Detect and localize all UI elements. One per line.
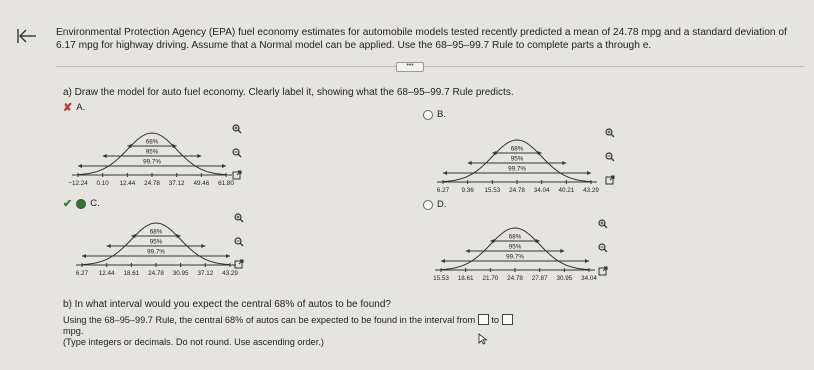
- incorrect-icon: ✘: [63, 102, 73, 114]
- tick-label: 61.80: [218, 180, 234, 187]
- arrowhead: [587, 171, 591, 175]
- option-a[interactable]: [63, 101, 85, 114]
- tick-label: 15.53: [484, 187, 501, 194]
- percent-label: 95%: [149, 238, 163, 246]
- tick-label: 43.29: [222, 270, 238, 277]
- percent-label: 95%: [508, 243, 522, 251]
- arrowhead: [468, 161, 472, 165]
- percent-label: 68%: [510, 145, 524, 153]
- option-c-radio[interactable]: [76, 199, 86, 209]
- arrowhead: [197, 154, 201, 158]
- tick-label: −12.24: [68, 180, 88, 187]
- percent-label: 99.7%: [506, 253, 524, 261]
- option-b-letter: B.: [437, 109, 446, 120]
- arrowhead: [107, 244, 111, 248]
- percent-label: 99.7%: [508, 165, 526, 173]
- divider: [56, 66, 804, 67]
- tick-label: 0.10: [96, 180, 109, 187]
- arrowhead: [201, 244, 205, 248]
- option-d-radio[interactable]: [423, 200, 433, 210]
- tick-label: 30.95: [556, 275, 573, 282]
- normal-curve-diagram: [76, 215, 236, 277]
- percent-label: 95%: [510, 155, 524, 163]
- normal-curve-diagram: [437, 132, 597, 194]
- arrowhead: [222, 164, 226, 168]
- tick-label: 34.04: [581, 275, 597, 282]
- tick-label: 24.78: [507, 275, 523, 282]
- zoom-in-icon[interactable]: [605, 128, 615, 138]
- tick-label: 40.21: [558, 187, 575, 194]
- option-a-letter: A.: [76, 102, 86, 113]
- tick-label: 49.46: [193, 180, 210, 187]
- arrowhead: [226, 254, 230, 258]
- arrowhead: [585, 259, 589, 263]
- zoom-in-icon[interactable]: [232, 124, 242, 134]
- option-d-letter: D.: [437, 199, 447, 210]
- tick-label: 18.61: [123, 270, 140, 277]
- part-b-sentence: Using the 68–95–99.7 Rule, the central 68% of autos can be expected to be found in the interval from: [63, 315, 476, 325]
- tick-label: 37.12: [168, 180, 185, 187]
- option-b-radio[interactable]: [423, 110, 433, 120]
- format-note: (Type integers or decimals. Do not round. Use ascending order.): [63, 337, 324, 347]
- correct-check-icon: ✔: [63, 198, 73, 210]
- chart-option-c: [76, 215, 236, 277]
- tick-label: 34.04: [533, 187, 550, 194]
- back-arrow-icon[interactable]: [16, 27, 38, 45]
- tick-label: 24.78: [144, 180, 160, 187]
- part-b-instructions: [63, 314, 533, 348]
- tick-label: 43.29: [583, 187, 599, 194]
- chart-option-a: [68, 125, 234, 187]
- percent-label: 68%: [145, 138, 159, 146]
- tick-label: 12.44: [119, 180, 136, 187]
- answer-to-input[interactable]: [502, 314, 513, 325]
- answer-from-input[interactable]: [478, 314, 489, 325]
- arrowhead: [78, 164, 82, 168]
- zoom-in-icon[interactable]: [598, 219, 608, 229]
- zoom-out-icon[interactable]: [232, 148, 242, 158]
- expand-icon[interactable]: [234, 259, 244, 269]
- expand-icon[interactable]: [605, 175, 615, 185]
- tick-label: 21.70: [482, 275, 499, 282]
- tick-label: 15.53: [433, 275, 449, 282]
- arrowhead: [441, 259, 445, 263]
- word-to: to: [491, 315, 499, 325]
- tick-label: 12.44: [98, 270, 115, 277]
- zoom-in-icon[interactable]: [234, 213, 244, 223]
- chart-option-b: [437, 132, 597, 194]
- percent-label: 99.7%: [147, 248, 165, 256]
- mouse-cursor-icon: [478, 333, 488, 345]
- arrowhead: [560, 249, 564, 253]
- tick-label: 27.87: [531, 275, 548, 282]
- tick-label: 6.27: [75, 270, 89, 277]
- normal-curve-diagram: [68, 125, 234, 187]
- chart-option-d: [435, 220, 595, 282]
- tick-label: 24.78: [509, 187, 525, 194]
- arrowhead: [466, 249, 470, 253]
- expand-icon[interactable]: [598, 266, 608, 276]
- percent-label: 99.7%: [143, 158, 161, 166]
- problem-statement: Environmental Protection Agency (EPA) fuel economy estimates for automobile models tested recently predicted a mean of 24.78 mpg and a standard deviation of 6.17 mpg for highway driving. Assume that a Normal model can be applied. Use the 68–95–99.7 Rule to complete parts a through e.: [56, 27, 787, 51]
- arrowhead: [103, 154, 107, 158]
- part-b-prompt: b) In what interval would you expect the central 68% of autos to be found?: [63, 299, 391, 310]
- option-d[interactable]: [423, 199, 447, 210]
- zoom-out-icon[interactable]: [234, 237, 244, 247]
- option-b[interactable]: [423, 109, 446, 120]
- arrowhead: [562, 161, 566, 165]
- percent-label: 95%: [145, 148, 159, 156]
- tick-label: 6.27: [436, 187, 450, 194]
- more-button[interactable]: •••: [396, 62, 424, 72]
- tick-label: 24.78: [148, 270, 164, 277]
- normal-curve-diagram: [435, 220, 595, 282]
- option-c[interactable]: [63, 197, 100, 210]
- percent-label: 68%: [149, 228, 163, 236]
- unit-label: mpg.: [63, 326, 84, 336]
- tick-label: 30.95: [172, 270, 189, 277]
- percent-label: 68%: [508, 233, 522, 241]
- arrowhead: [443, 171, 447, 175]
- tick-label: 18.61: [457, 275, 474, 282]
- zoom-out-icon[interactable]: [598, 243, 608, 253]
- arrowhead: [82, 254, 86, 258]
- part-a-prompt: a) Draw the model for auto fuel economy. Clearly label it, showing what the 68–95–99.7 Rule predicts.: [63, 87, 514, 98]
- tick-label: 37.12: [197, 270, 214, 277]
- zoom-out-icon[interactable]: [605, 152, 615, 162]
- tick-label: 9.36: [461, 187, 474, 194]
- expand-icon[interactable]: [232, 170, 242, 180]
- option-c-letter: C.: [90, 198, 100, 209]
